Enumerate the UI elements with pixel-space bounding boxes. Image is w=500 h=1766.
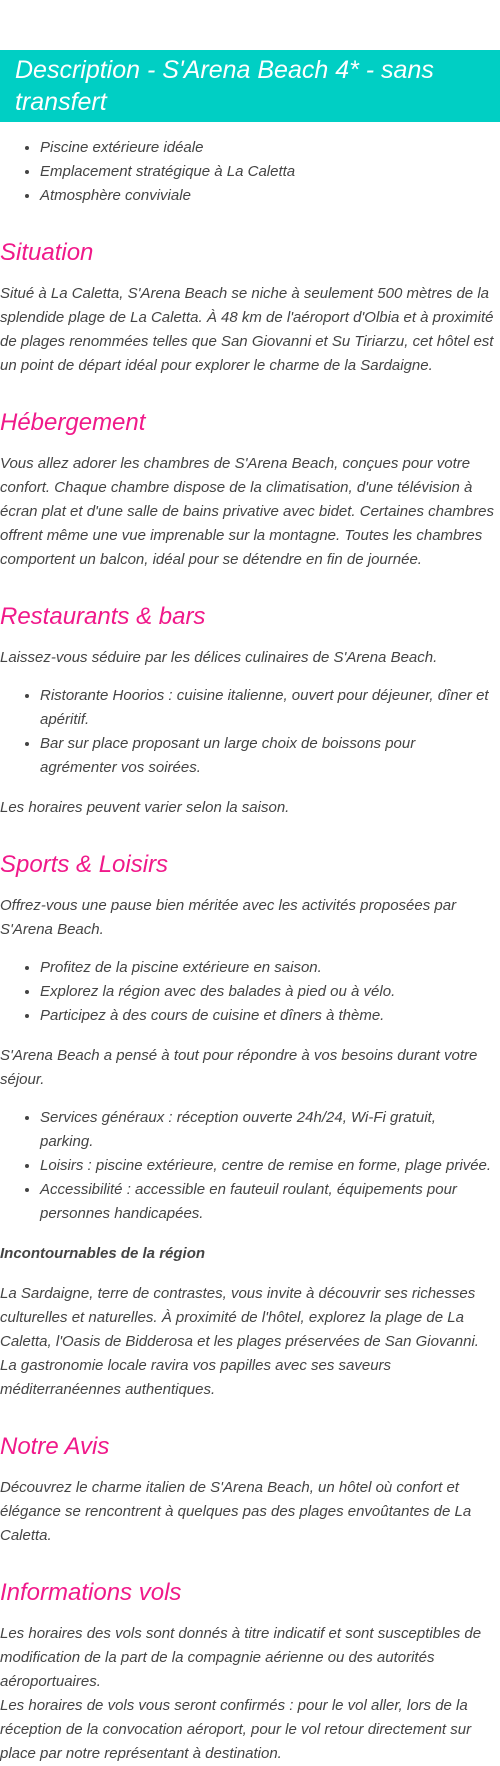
services-intro: S'Arena Beach a pensé à tout pour répondre à vos besoins durant votre séjour. — [0, 1047, 478, 1088]
restaurants-intro: Laissez-vous séduire par les délices culinaires de S'Arena Beach. — [0, 649, 438, 666]
list-item: • Emplacement stratégique à La Caletta — [40, 160, 500, 184]
section-heading-sports: Sports & Loisirs — [0, 851, 169, 878]
list-item: • Services généraux : réception ouverte 24h/24, Wi-Fi gratuit, parking. — [40, 1106, 500, 1154]
section-heading-hebergement: Hébergement — [0, 409, 146, 436]
section-heading-restaurants: Restaurants & bars — [0, 603, 206, 630]
description-content — [0, 136, 500, 1766]
list-item: • Accessibilité : accessible en fauteuil roulant, équipements pour personnes handicapées. — [40, 1178, 500, 1226]
region-label: Incontournables de la région — [0, 1245, 206, 1262]
section-heading-avis: Notre Avis — [0, 1433, 110, 1460]
region-text: La Sardaigne, terre de contrastes, vous invite à découvrir ses richesses culturelles et naturelles. À proximité de l'hôtel, explorez la plage de La Caletta, l'Oasis de Bidderosa et les plages préservées de San Giovanni. La gastronomie locale ravira vos papilles avec ses saveurs méditerranéennes authentiques. — [0, 1285, 479, 1398]
list-item: • Ristorante Hoorios : cuisine italienne, ouvert pour déjeuner, dîner et apéritif. — [40, 684, 500, 732]
vols-text-2: Les horaires de vols vous seront confirmés : pour le vol aller, lors de la réception de la convocation aéroport, pour le vol retour directement sur place par notre représentant à destination. — [0, 1697, 472, 1762]
list-item: • Atmosphère conviviale — [40, 184, 500, 208]
section-heading-situation: Situation — [0, 239, 94, 266]
list-item: • Explorez la région avec des balades à pied ou à vélo. — [40, 980, 500, 1004]
restaurants-list — [0, 684, 500, 780]
hebergement-text: Vous allez adorer les chambres de S'Arena Beach, conçues pour votre confort. Chaque chambre dispose de la climatisation, d'une télévision à écran plat et d'une salle de bains privative avec bidet. Certaines chambres offrent même une vue imprenable sur la montagne. Toutes les chambres comportent un balcon, idéal pour se détendre en fin de journée. — [0, 455, 494, 568]
sports-list — [0, 956, 500, 1028]
page-title: Description - S'Arena Beach 4* - sans transfert — [0, 50, 500, 122]
sports-intro: Offrez-vous une pause bien méritée avec les activités proposées par S'Arena Beach. — [0, 897, 457, 938]
list-item: • Profitez de la piscine extérieure en saison. — [40, 956, 500, 980]
restaurants-note: Les horaires peuvent varier selon la saison. — [0, 799, 290, 816]
list-item: • Participez à des cours de cuisine et dîners à thème. — [40, 1004, 500, 1028]
list-item: • Loisirs : piscine extérieure, centre de remise en forme, plage privée. — [40, 1154, 500, 1178]
situation-text: Situé à La Caletta, S'Arena Beach se niche à seulement 500 mètres de la splendide plage de La Caletta. À 48 km de l'aéroport d'Olbia et à proximité de plages renommées telles que San Giovanni et Su Tiriarzu, cet hôtel est un point de départ idéal pour explorer le charme de la Sardaigne. — [0, 285, 494, 374]
highlights-list — [0, 136, 500, 208]
vols-text-1: Les horaires des vols sont donnés à titre indicatif et sont susceptibles de modification de la part de la compagnie aérienne ou des autorités aéroportuaires. — [0, 1625, 482, 1690]
list-item: • Bar sur place proposant un large choix de boissons pour agrémenter vos soirées. — [40, 732, 500, 780]
section-heading-vols: Informations vols — [0, 1579, 182, 1606]
services-list — [0, 1106, 500, 1226]
avis-text: Découvrez le charme italien de S'Arena Beach, un hôtel où confort et élégance se rencontrent à quelques pas des plages envoûtantes de La Caletta. — [0, 1479, 472, 1544]
list-item: • Piscine extérieure idéale — [40, 136, 500, 160]
